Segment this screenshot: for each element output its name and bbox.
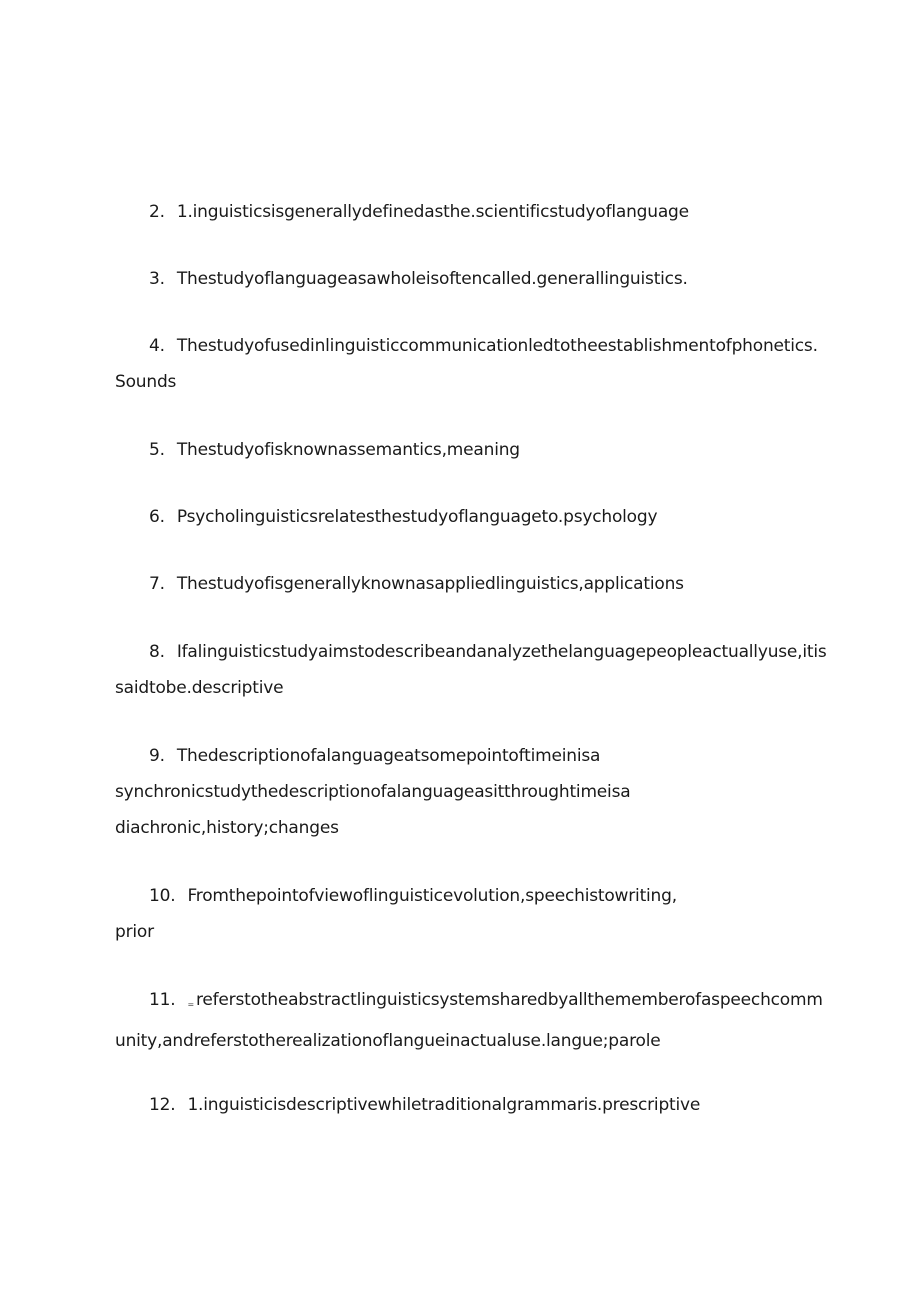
item-text: Thestudyofisknownassemantics,meaning bbox=[176, 440, 520, 460]
item-text: Psycholinguisticsrelatesthestudyoflanguageto.psychology bbox=[176, 507, 658, 527]
list-item-5 bbox=[115, 432, 815, 468]
item-line bbox=[115, 261, 815, 297]
item-line bbox=[115, 634, 827, 670]
list-item-2 bbox=[115, 194, 815, 230]
list-item-6 bbox=[115, 499, 815, 535]
item-line bbox=[115, 194, 815, 230]
list-item-9 bbox=[115, 738, 815, 846]
item-text: Ifalinguisticstudyaimstodescribeandanalyzethelanguagepeopleactuallyuse,itis bbox=[176, 642, 827, 662]
item-text-continued: Sounds bbox=[115, 372, 177, 392]
item-text: Thestudyoflanguageasawholeisoftencalled.generallinguistics. bbox=[176, 269, 688, 289]
list-item-4 bbox=[115, 328, 818, 400]
item-text: Thestudyofusedinlinguisticcommunicationledtotheestablishmentofphonetics. bbox=[176, 336, 818, 356]
item-line bbox=[115, 738, 815, 774]
item-number: 3. bbox=[149, 269, 165, 289]
item-text: Thedescriptionofalanguageatsomepointoftimeinisa bbox=[176, 746, 601, 766]
item-number: 4. bbox=[149, 336, 165, 356]
item-text-continued: saidtobe.descriptive bbox=[115, 678, 284, 698]
underline-blank-mark: = bbox=[187, 1000, 194, 1009]
item-line bbox=[115, 878, 815, 914]
list-item-3 bbox=[115, 261, 815, 297]
item-line bbox=[115, 499, 815, 535]
item-text-continued: synchronicstudythedescriptionofalanguageasitthroughtimeisa bbox=[115, 782, 631, 802]
item-line bbox=[115, 432, 815, 468]
item-text-continued: diachronic,history;changes bbox=[115, 818, 339, 838]
item-text: referstotheabstractlinguisticsystemsharedbyallthememberofaspeechcomm bbox=[195, 990, 823, 1010]
item-text: Thestudyofisgenerallyknownasappliedlinguistics,applications bbox=[176, 574, 684, 594]
item-number: 12. bbox=[149, 1095, 176, 1115]
list-item-12 bbox=[115, 1087, 815, 1123]
item-text: Fromthepointofviewoflinguisticevolution,speechistowriting, bbox=[187, 886, 677, 906]
item-number: 5. bbox=[149, 440, 165, 460]
item-number: 10. bbox=[149, 886, 176, 906]
item-text: 1.inguisticsisgenerallydefinedasthe.scientificstudyoflanguage bbox=[176, 202, 689, 222]
item-line bbox=[115, 566, 815, 602]
list-item-11 bbox=[115, 982, 823, 1059]
item-line bbox=[115, 1087, 815, 1123]
item-number: 11. bbox=[149, 990, 176, 1010]
item-number: 2. bbox=[149, 202, 165, 222]
item-text-continued: prior bbox=[115, 922, 154, 942]
item-number: 9. bbox=[149, 746, 165, 766]
list-item-8 bbox=[115, 634, 827, 706]
item-number: 8. bbox=[149, 642, 165, 662]
item-number: 6. bbox=[149, 507, 165, 527]
list-item-10 bbox=[115, 878, 815, 950]
item-number: 7. bbox=[149, 574, 165, 594]
item-text: 1.inguisticisdescriptivewhiletraditionalgrammaris.prescriptive bbox=[187, 1095, 701, 1115]
list-item-7 bbox=[115, 566, 815, 602]
item-line bbox=[115, 982, 823, 1023]
item-line bbox=[115, 328, 818, 364]
item-text-continued: unity,andreferstotherealizationoflangueinactualuse.langue;parole bbox=[115, 1031, 661, 1051]
